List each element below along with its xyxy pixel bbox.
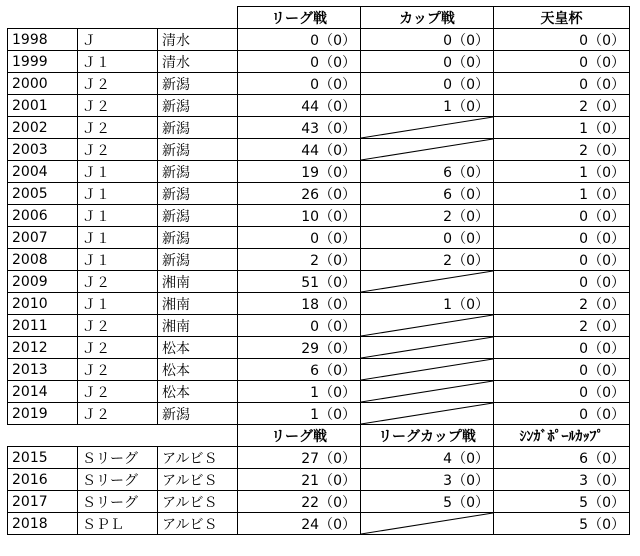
cell-not-applicable — [361, 139, 494, 161]
cell-division: Ｊ１ — [78, 51, 158, 73]
cell-league: 0（0） — [238, 51, 361, 73]
cell-division: Ｓリーグ — [78, 447, 158, 469]
cell-cup: 0（0） — [361, 227, 494, 249]
cell-club: 新潟 — [158, 403, 238, 425]
cell-emperors-cup: 2（0） — [494, 139, 630, 161]
cell-division: Ｊ２ — [78, 359, 158, 381]
cell-league: 1（0） — [238, 403, 361, 425]
cell-league: 27（0） — [238, 447, 361, 469]
career-stats-table — [7, 6, 630, 535]
cell-division: Ｊ２ — [78, 95, 158, 117]
cell-league: 24（0） — [238, 513, 361, 535]
cell-club: 新潟 — [158, 161, 238, 183]
cell-division: Ｊ１ — [78, 293, 158, 315]
cell-league: 0（0） — [238, 73, 361, 95]
cell-emperors-cup: 5（0） — [494, 491, 630, 513]
cell-year: 2014 — [8, 381, 78, 403]
cell-year: 2013 — [8, 359, 78, 381]
cell-league: 44（0） — [238, 95, 361, 117]
header-cell-cup: カップ戦 — [361, 7, 494, 29]
cell-division: Ｊ２ — [78, 271, 158, 293]
cell-cup: 6（0） — [361, 183, 494, 205]
cell-league: 51（0） — [238, 271, 361, 293]
cell-division: ＳＰＬ — [78, 513, 158, 535]
header-cell-league: リーグ戦 — [238, 7, 361, 29]
cell-cup: 4（0） — [361, 447, 494, 469]
cell-emperors-cup: 1（0） — [494, 117, 630, 139]
cell-emperors-cup: 0（0） — [494, 271, 630, 293]
header-cell-division — [78, 425, 158, 447]
cell-year: 2015 — [8, 447, 78, 469]
cell-emperors-cup: 5（0） — [494, 513, 630, 535]
cell-not-applicable — [361, 513, 494, 535]
cell-cup: 0（0） — [361, 73, 494, 95]
cell-league: 29（0） — [238, 337, 361, 359]
table-row — [8, 315, 630, 337]
table-row — [8, 95, 630, 117]
cell-year: 2007 — [8, 227, 78, 249]
header-cell-year — [8, 425, 78, 447]
cell-emperors-cup: 0（0） — [494, 359, 630, 381]
header-cell-cup: リーグカップ戦 — [361, 425, 494, 447]
cell-league: 0（0） — [238, 227, 361, 249]
cell-club: 湘南 — [158, 271, 238, 293]
cell-cup: 1（0） — [361, 293, 494, 315]
header-cell-league: リーグ戦 — [238, 425, 361, 447]
cell-emperors-cup: 6（0） — [494, 447, 630, 469]
cell-league: 19（0） — [238, 161, 361, 183]
cell-club: 松本 — [158, 359, 238, 381]
cell-league: 10（0） — [238, 205, 361, 227]
cell-emperors-cup: 1（0） — [494, 183, 630, 205]
cell-club: 清水 — [158, 29, 238, 51]
cell-not-applicable — [361, 403, 494, 425]
cell-cup: 6（0） — [361, 161, 494, 183]
cell-year: 2017 — [8, 491, 78, 513]
table-row — [8, 227, 630, 249]
cell-emperors-cup: 2（0） — [494, 95, 630, 117]
cell-emperors-cup: 1（0） — [494, 161, 630, 183]
cell-division: Ｊ２ — [78, 381, 158, 403]
cell-division: Ｊ２ — [78, 337, 158, 359]
cell-year: 2000 — [8, 73, 78, 95]
cell-year: 2018 — [8, 513, 78, 535]
header-cell-club — [158, 7, 238, 29]
cell-year: 2011 — [8, 315, 78, 337]
cell-division: Ｓリーグ — [78, 491, 158, 513]
cell-league: 22（0） — [238, 491, 361, 513]
cell-club: 松本 — [158, 337, 238, 359]
cell-division: Ｊ２ — [78, 73, 158, 95]
cell-league: 18（0） — [238, 293, 361, 315]
cell-year: 2010 — [8, 293, 78, 315]
table-row — [8, 183, 630, 205]
table-row — [8, 161, 630, 183]
cell-year: 2001 — [8, 95, 78, 117]
cell-emperors-cup: 0（0） — [494, 403, 630, 425]
header-cell-emperors-cup: 天皇杯 — [494, 7, 630, 29]
cell-division: Ｊ１ — [78, 249, 158, 271]
cell-not-applicable — [361, 381, 494, 403]
cell-club: 新潟 — [158, 73, 238, 95]
cell-club: 新潟 — [158, 227, 238, 249]
cell-division: Ｊ１ — [78, 205, 158, 227]
table-row — [8, 51, 630, 73]
cell-emperors-cup: 0（0） — [494, 227, 630, 249]
table-row — [8, 29, 630, 51]
table-row — [8, 205, 630, 227]
header-cell-emperors-cup: ｼﾝｶﾞﾎﾟｰﾙｶｯﾌﾟ — [494, 425, 630, 447]
table-row — [8, 117, 630, 139]
cell-league: 1（0） — [238, 381, 361, 403]
cell-emperors-cup: 0（0） — [494, 381, 630, 403]
table-row — [8, 337, 630, 359]
cell-division: Ｊ — [78, 29, 158, 51]
table-row — [8, 139, 630, 161]
cell-club: 新潟 — [158, 205, 238, 227]
cell-cup: 2（0） — [361, 205, 494, 227]
table-row — [8, 447, 630, 469]
cell-emperors-cup: 0（0） — [494, 337, 630, 359]
header-cell-year — [8, 7, 78, 29]
cell-division: Ｊ１ — [78, 161, 158, 183]
cell-league: 43（0） — [238, 117, 361, 139]
cell-year: 2012 — [8, 337, 78, 359]
cell-division: Ｊ２ — [78, 403, 158, 425]
table-row — [8, 271, 630, 293]
cell-league: 6（0） — [238, 359, 361, 381]
cell-club: 新潟 — [158, 139, 238, 161]
header-cell-division — [78, 7, 158, 29]
cell-year: 2008 — [8, 249, 78, 271]
cell-club: 新潟 — [158, 249, 238, 271]
table-row — [8, 359, 630, 381]
cell-not-applicable — [361, 337, 494, 359]
cell-not-applicable — [361, 359, 494, 381]
cell-club: アルビＳ — [158, 491, 238, 513]
cell-division: Ｊ２ — [78, 117, 158, 139]
cell-emperors-cup: 0（0） — [494, 73, 630, 95]
table-row — [8, 403, 630, 425]
cell-emperors-cup: 0（0） — [494, 249, 630, 271]
cell-cup: 1（0） — [361, 95, 494, 117]
cell-club: 新潟 — [158, 183, 238, 205]
cell-not-applicable — [361, 117, 494, 139]
cell-club: 清水 — [158, 51, 238, 73]
cell-emperors-cup: 0（0） — [494, 205, 630, 227]
cell-year: 2019 — [8, 403, 78, 425]
header-row — [8, 425, 630, 447]
cell-league: 26（0） — [238, 183, 361, 205]
cell-not-applicable — [361, 271, 494, 293]
cell-league: 44（0） — [238, 139, 361, 161]
cell-club: アルビＳ — [158, 469, 238, 491]
cell-year: 2016 — [8, 469, 78, 491]
career-stats-body — [8, 7, 630, 535]
cell-division: Ｓリーグ — [78, 469, 158, 491]
cell-division: Ｊ２ — [78, 139, 158, 161]
table-row — [8, 513, 630, 535]
table-row — [8, 381, 630, 403]
cell-year: 2009 — [8, 271, 78, 293]
table-row — [8, 469, 630, 491]
cell-club: 松本 — [158, 381, 238, 403]
cell-emperors-cup: 0（0） — [494, 51, 630, 73]
cell-year: 1999 — [8, 51, 78, 73]
cell-club: 新潟 — [158, 117, 238, 139]
cell-emperors-cup: 0（0） — [494, 29, 630, 51]
cell-league: 0（0） — [238, 29, 361, 51]
cell-year: 1998 — [8, 29, 78, 51]
cell-club: アルビＳ — [158, 513, 238, 535]
cell-year: 2002 — [8, 117, 78, 139]
table-row — [8, 249, 630, 271]
cell-club: 湘南 — [158, 293, 238, 315]
cell-cup: 3（0） — [361, 469, 494, 491]
table-row — [8, 491, 630, 513]
cell-emperors-cup: 2（0） — [494, 293, 630, 315]
table-row — [8, 293, 630, 315]
table-row — [8, 73, 630, 95]
cell-club: アルビＳ — [158, 447, 238, 469]
cell-league: 2（0） — [238, 249, 361, 271]
cell-league: 21（0） — [238, 469, 361, 491]
cell-division: Ｊ２ — [78, 315, 158, 337]
cell-division: Ｊ１ — [78, 183, 158, 205]
cell-emperors-cup: 3（0） — [494, 469, 630, 491]
cell-emperors-cup: 2（0） — [494, 315, 630, 337]
cell-year: 2004 — [8, 161, 78, 183]
cell-division: Ｊ１ — [78, 227, 158, 249]
header-cell-club — [158, 425, 238, 447]
cell-cup: 0（0） — [361, 29, 494, 51]
cell-league: 0（0） — [238, 315, 361, 337]
cell-year: 2003 — [8, 139, 78, 161]
cell-year: 2006 — [8, 205, 78, 227]
cell-cup: 0（0） — [361, 51, 494, 73]
cell-club: 湘南 — [158, 315, 238, 337]
cell-club: 新潟 — [158, 95, 238, 117]
cell-cup: 2（0） — [361, 249, 494, 271]
cell-year: 2005 — [8, 183, 78, 205]
cell-not-applicable — [361, 315, 494, 337]
cell-cup: 5（0） — [361, 491, 494, 513]
header-row — [8, 7, 630, 29]
